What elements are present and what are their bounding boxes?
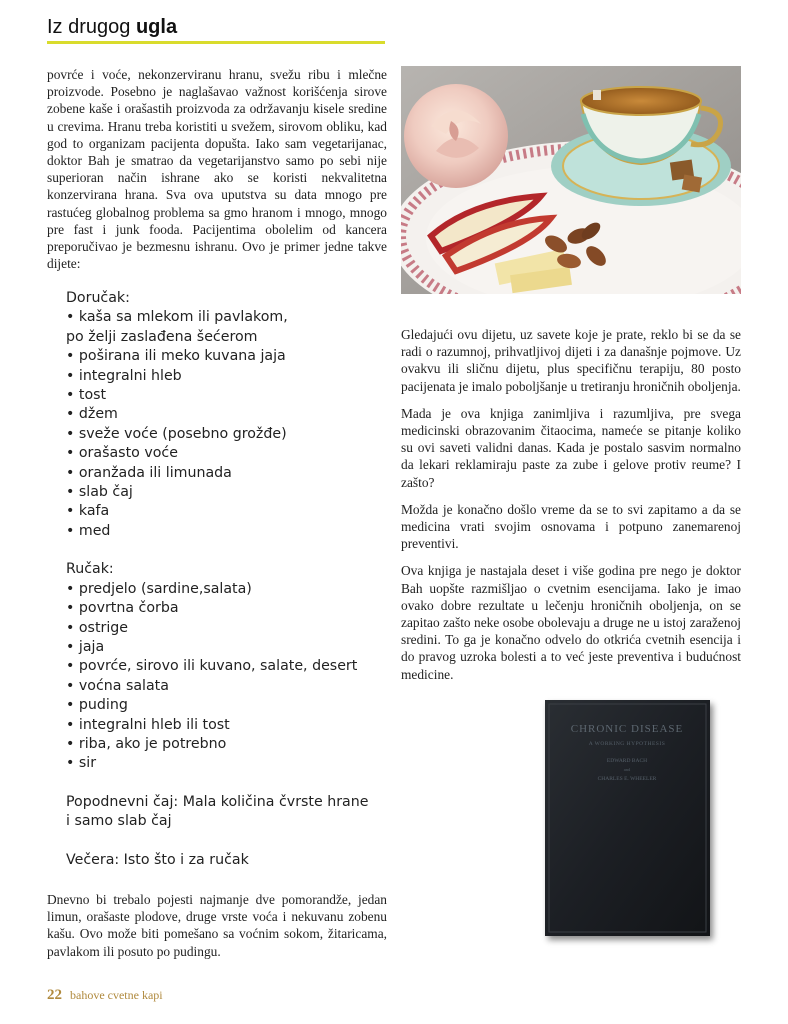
header-title-light: Iz drugog <box>47 16 136 38</box>
menu-line: Ručak: <box>66 561 114 578</box>
book-and: and <box>623 767 631 772</box>
book-author-1: EDWARD BACH <box>606 758 648 764</box>
diet-menu <box>66 289 386 889</box>
book-subtitle: A WORKING HYPOTHESIS <box>588 741 666 747</box>
menu-line: • orašasto voće <box>66 445 178 462</box>
right-paragraph: Gledajući ovu dijetu, uz savete koje je prate, reklo bi se da se radi o razumnoj, prihvatljivoj dijeti i za današnje pojmove. Uz ovakvu ili sličnu dijetu, plus specifičnu terapiju, 80 posto pacijenata je imalo poboljšanje u tretiranju hroničnih oboljenja. <box>401 327 741 394</box>
left-column-outro <box>47 891 387 960</box>
menu-line: • oranžada ili limunada <box>66 464 232 481</box>
menu-line: • slab čaj <box>66 484 133 501</box>
page-number: 22 <box>47 987 62 1003</box>
header-rule <box>47 41 385 44</box>
menu-breakfast <box>66 289 386 541</box>
book-author-2: CHARLES E. WHEELER <box>597 776 657 782</box>
menu-line: • poširana ili meko kuvana jaja <box>66 348 286 365</box>
menu-line: • tost <box>66 387 107 404</box>
menu-line: • predjelo (sardine,salata) <box>66 580 252 597</box>
publication-name: bahove cvetne kapi <box>70 988 163 1002</box>
menu-afternoon-tea <box>66 793 386 832</box>
menu-lunch <box>66 560 386 773</box>
menu-line: • povrtna čorba <box>66 600 179 617</box>
menu-line: • integralni hleb ili tost <box>66 716 230 733</box>
outro-paragraph: Dnevno bi trebalo pojesti najmanje dve pomorandže, jedan limun, orašaste plodove, druge vrste voća i nekuvanu zobenu kašu. Ovo može biti pomešano sa voćnim sokom, žitaricama, pavlakom ili posuto po pudingu. <box>47 892 387 959</box>
menu-line: i samo slab čaj <box>66 813 172 830</box>
page-footer <box>47 986 163 1004</box>
tea-still-life-photo <box>401 66 741 294</box>
right-paragraph: Ova knjiga je nastajala deset i više godina pre nego je doktor Bah uopšte razmišljao o cvetnim esencijama. Iako je imao ovako dobre rezultate u lečenju hroničnih oboljenja, on se zapitao zašto neke osobe obolevaju a druge ne u istoj zaraženoj sredini. To ga je konačno odvelo do otkrića cvetnih esencija i do pravog uzroka bolesti a to već jeste preventiva i budućnost medicine. <box>401 563 741 682</box>
right-column-text <box>401 326 741 693</box>
menu-line: • sir <box>66 755 97 772</box>
menu-line: • puding <box>66 697 128 714</box>
menu-line: Večera: Isto što i za ručak <box>66 851 249 868</box>
book-cover-photo <box>545 700 710 936</box>
menu-line: • džem <box>66 406 118 423</box>
left-column-intro <box>47 66 387 272</box>
right-paragraph: Možda je konačno došlo vreme da se to svi zapitamo a da se medicina vrati svojim osnovama i potpuno zanemarenoj preventivi. <box>401 501 741 552</box>
menu-dinner <box>66 851 386 870</box>
menu-line: • kafa <box>66 503 110 520</box>
page-header <box>47 14 385 40</box>
book-title: CHRONIC DISEASE <box>570 723 684 735</box>
menu-line: • integralni hleb <box>66 367 182 384</box>
menu-line: • voćna salata <box>66 677 169 694</box>
menu-line: • povrće, sirovo ili kuvano, salate, desert <box>66 658 358 675</box>
menu-line: • sveže voće (posebno grožđe) <box>66 425 287 442</box>
header-title-bold: ugla <box>135 16 178 38</box>
menu-line: Popodnevni čaj: Mala količina čvrste hrane <box>66 793 369 810</box>
menu-line: • riba, ako je potrebno <box>66 735 227 752</box>
menu-line: • ostrige <box>66 619 129 636</box>
menu-line: • jaja <box>66 638 105 655</box>
right-paragraph: Mada je ova knjiga zanimljiva i razumljiva, pre svega medicinski obrazovanim čitaocima, nameće se pitanje koliko su ovi saveti validni danas. Kada je postalo sasvim normalno da lekari reklamiraju paste za zube i gelove protiv reume? I zašto? <box>401 405 741 490</box>
menu-line: Doručak: <box>66 290 130 306</box>
menu-line: po želji zaslađena šećerom <box>66 328 258 345</box>
menu-line: • med <box>66 522 111 539</box>
menu-line: • kaša sa mlekom ili pavlakom, <box>66 309 288 326</box>
intro-paragraph: povrće i voće, nekonzerviranu hranu, svežu ribu i mlečne proizvode. Posebno je naglašavao važnost korišćenja sirove zobene kaše i orašastih proizvoda za održavanju kisele sredine u crevima. Hranu treba koristiti u svežem, sirovom obliku, kad god to organizam pacijenta dopušta. Iako sam vegetarijanac, doktor Bah je smatrao da vegetarijanstvo samo po sebi nije superioran način ishrane ako se koristi nekvalitetna konzervirana hrana. Sva ova uputstva su data mnogo pre rastućeg globalnog problema sa gmo hranom i mnogo, mnogo pre fast i junk fooda. Pacijentima obolelim od kancera preporučivao je bezmesnu ishranu. Ovo je primer jedne takve dijete: <box>47 67 387 272</box>
